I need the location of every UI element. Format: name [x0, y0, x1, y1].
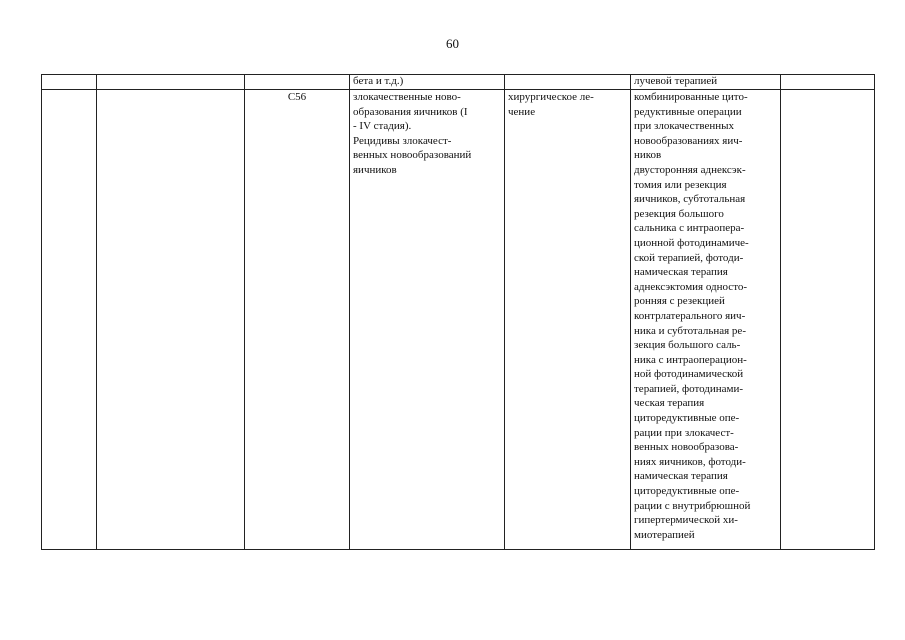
table-cell-treatment-method: лучевой терапией [631, 75, 781, 90]
table-cell-treatment-type: хирургическое ле- чение [505, 90, 631, 550]
table-cell-treatment-type [505, 75, 631, 90]
table-cell-cost [781, 75, 875, 90]
medical-care-table [41, 74, 875, 550]
table-cell-profile [97, 90, 245, 550]
table-row-continuation [42, 75, 875, 90]
table-cell-icd-code: C56 [245, 90, 350, 550]
table-cell-treatment-method: комбинированные цито- редуктивные операции при злокачественных новообразованиях яич- ников двусторонняя аднексэк- томия или резекция яичников, субтотальная резекция большого сальника с интраопера- ционной фотодинамиче- ской терапией, фотоди- намическая терапия аднексэктомия односто- ронняя с резекцией контрлатерального яич- ника и субтотальная ре- зекция большого саль- ника с интраоперацион- ной фотодинамической терапией, фотодинами- ческая терапия циторедуктивные опе- рации при злокачест- венных новообразова- ниях яичников, фотоди- намическая терапия циторедуктивные опе- рации с внутрибрюшной гипертермической хи- миотерапией [631, 90, 781, 550]
table-cell-diagnosis: злокачественные ново- образования яичников (I - IV стадия). Рецидивы злокачест- венных новообразований яичников [350, 90, 505, 550]
table-cell-number [42, 75, 97, 90]
table-row-c56 [42, 90, 875, 550]
table-cell-profile [97, 75, 245, 90]
table-cell-number [42, 90, 97, 550]
page-number: 60 [446, 36, 459, 51]
table-cell-icd-code [245, 75, 350, 90]
table-cell-diagnosis: бета и т.д.) [350, 75, 505, 90]
table-cell-cost [781, 90, 875, 550]
